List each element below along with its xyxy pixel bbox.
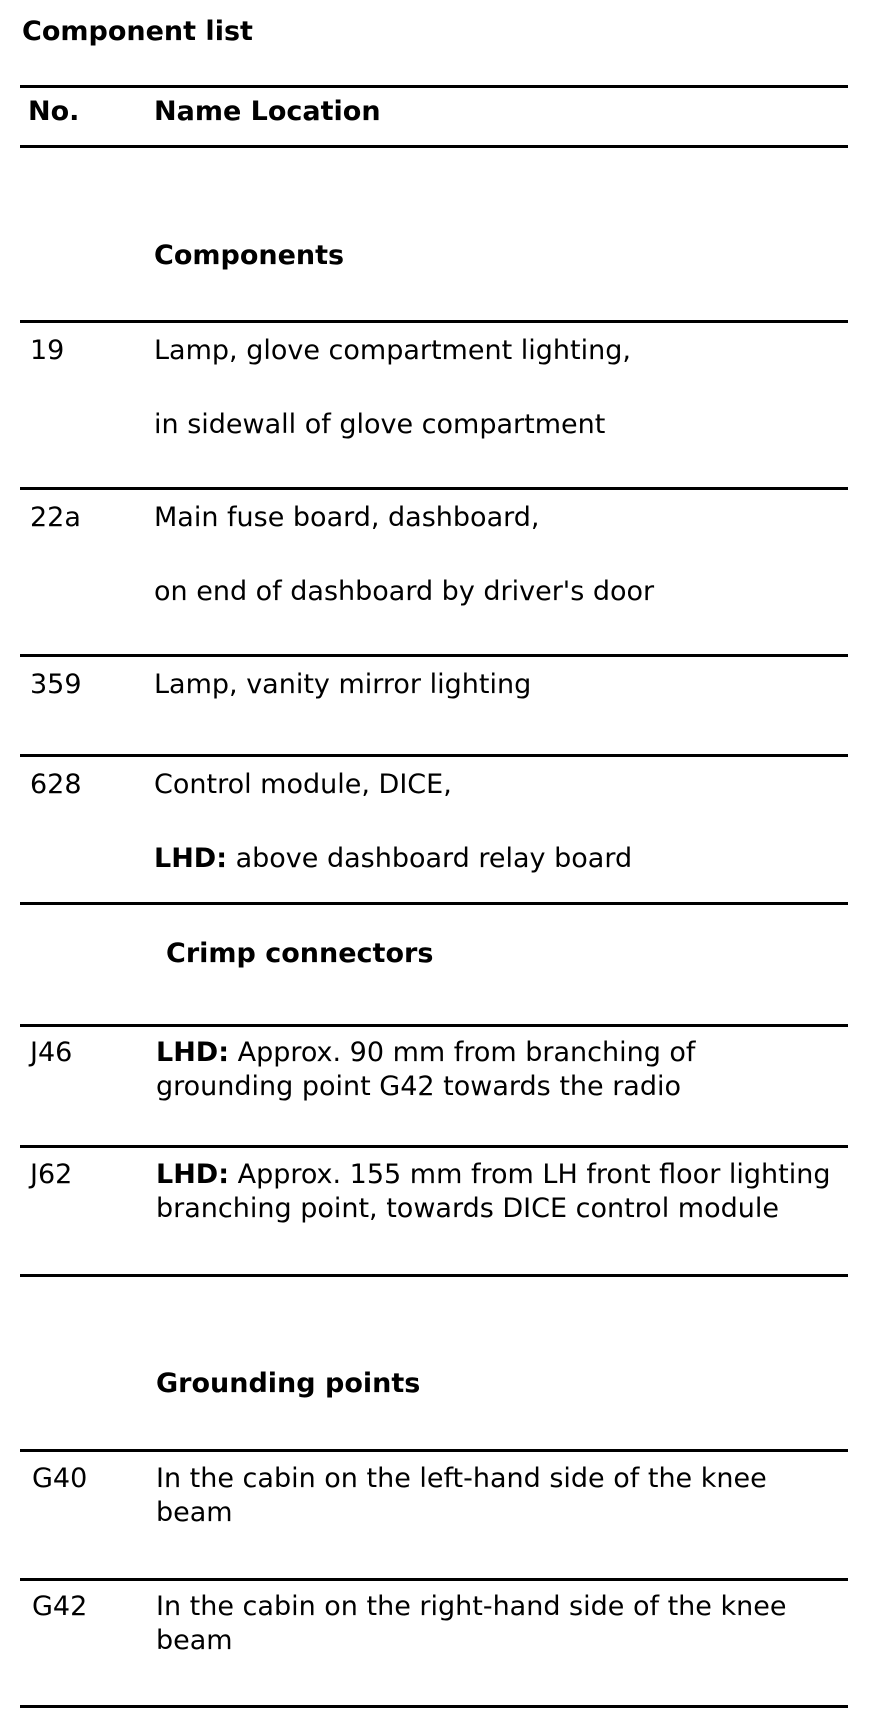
row-description	[156, 1036, 776, 1104]
location-text: above dashboard relay board	[227, 843, 633, 874]
description-text: Approx. 155 mm from LH front floor lighting branching point, towards DICE control module	[156, 1159, 831, 1224]
row-divider	[20, 1024, 848, 1027]
row-number: 22a	[30, 502, 81, 533]
row-divider	[20, 1449, 848, 1452]
table-bottom-rule	[20, 1705, 848, 1708]
row-divider	[20, 902, 848, 905]
row-description: In the cabin on the left-hand side of the knee beam	[156, 1463, 767, 1528]
row-number: 628	[30, 769, 82, 800]
row-name: Control module, DICE,	[154, 769, 452, 800]
column-header-no: No.	[28, 96, 80, 127]
row-description	[156, 1158, 846, 1226]
row-number: J62	[30, 1159, 73, 1190]
row-number: 359	[30, 669, 82, 700]
section-heading-components: Components	[154, 240, 345, 271]
description-text: Approx. 90 mm from branching of grounding point G42 towards the radio	[156, 1037, 696, 1102]
row-name: Lamp, vanity mirror lighting	[154, 669, 532, 700]
row-location: in sidewall of glove compartment	[154, 409, 606, 440]
row-number: J46	[30, 1037, 73, 1068]
row-number: G42	[32, 1591, 88, 1622]
section-heading-grounding-points: Grounding points	[156, 1368, 421, 1399]
lhd-label: LHD:	[154, 843, 228, 874]
header-top-rule	[20, 85, 848, 88]
row-divider	[20, 754, 848, 757]
row-divider	[20, 654, 848, 657]
row-name: Lamp, glove compartment lighting,	[154, 335, 631, 366]
row-divider	[20, 1145, 848, 1148]
header-bottom-rule	[20, 145, 848, 148]
row-divider	[20, 1578, 848, 1581]
row-divider	[20, 320, 848, 323]
row-divider	[20, 487, 848, 490]
section-heading-crimp-connectors: Crimp connectors	[166, 938, 434, 969]
row-number: 19	[30, 335, 65, 366]
row-number: G40	[32, 1463, 88, 1494]
page-title: Component list	[22, 16, 253, 47]
row-divider	[20, 1274, 848, 1277]
row-name: Main fuse board, dashboard,	[154, 502, 540, 533]
row-location	[154, 842, 632, 876]
row-location: on end of dashboard by driver's door	[154, 576, 655, 607]
row-description: In the cabin on the right-hand side of the knee beam	[156, 1591, 787, 1656]
lhd-label: LHD:	[156, 1037, 230, 1068]
column-header-name-location: Name Location	[154, 96, 381, 127]
lhd-label: LHD:	[156, 1159, 230, 1190]
